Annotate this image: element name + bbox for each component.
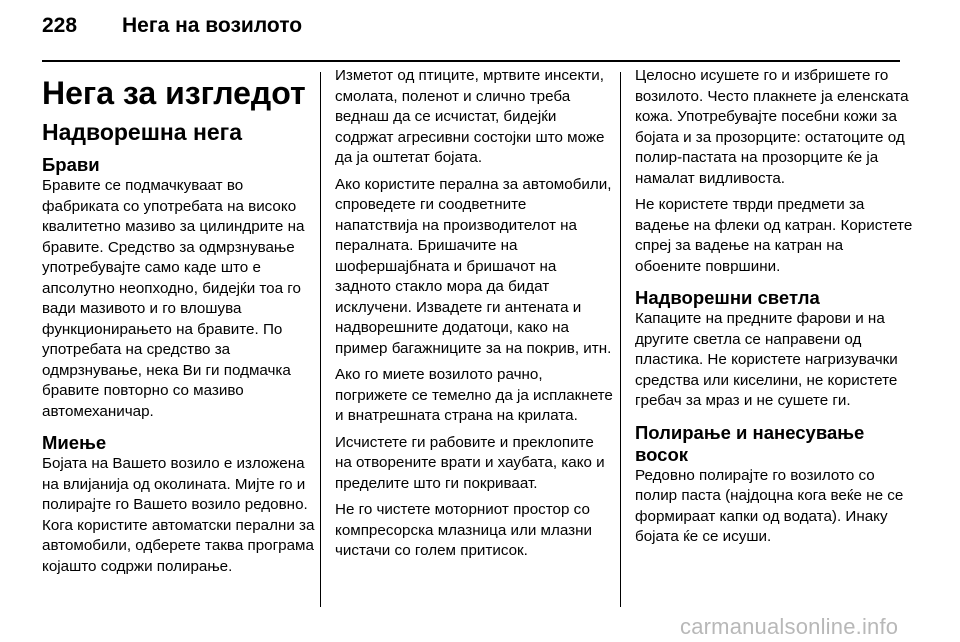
column-3 (635, 66, 913, 554)
paragraph-drying: Целосно исушете го и избришете го возилото. Често плакнете ја еленската кожа. Употребувајте посебни кожи за бојата и за прозорците: остатоците од полир-пастата на прозорците ќе ја намалат видливоста. (635, 67, 909, 187)
page-number: 228 (42, 14, 78, 37)
paragraph-tar: Не користете тврди предмети за вадење на флеки од катран. Користете спреј за вадење на катран на обоените површини. (635, 196, 913, 275)
exterior-lights-heading: Надворешни светла (635, 287, 820, 308)
watermark-text: carmanualsonline.info (680, 614, 899, 639)
column-divider-2 (620, 72, 621, 607)
column-divider-1 (320, 72, 321, 607)
washing-paragraph: Бојата на Вашето возило е изложена на влијанија од околината. Мијте го и полирајте го Вашето возило редовно. Кога користите автоматски перални за автомобили, одберете таква програма којашто содржи полирање. (42, 455, 315, 575)
column-2 (335, 66, 613, 568)
polishing-heading: Полирање и нанесување восок (635, 421, 865, 465)
page-header (42, 14, 302, 42)
exterior-lights-paragraph: Капаците на предните фарови и на другите светла се направени од пластика. Не користете нагризувачки средства или киселини, не користете гребач за мраз и не сушете ги. (635, 310, 898, 409)
section-title: Нега за изгледот (42, 75, 306, 111)
paragraph-hand-wash: Ако го миете возилото рачно, погрижете се темелно да ја исплакнете и внатрешната страна на крилата. (335, 366, 613, 424)
running-title: Нега на возилото (122, 14, 303, 37)
locks-heading: Брави (42, 154, 100, 175)
paragraph-engine-bay: Не го чистете моторниот простор со компресорска млазница или млазни чистачи со голем притисок. (335, 501, 592, 559)
subsection-title: Надворешна нега (42, 119, 243, 145)
polishing-paragraph: Редовно полирајте го возилото со полир паста (најдоцна кога веќе не се формираат капки од водата). Инаку бојата ќе се исуши. (635, 466, 904, 545)
paragraph-car-wash: Ако користите перална за автомобили, спроведете ги соодветните напатствија на производителот на пералната. Бришачите на шофершајбната и бришачот на задното стакло мора да бидат исклучени. Извадете ги антената и надворешните додатоци, како на пример багажниците за на покрив, итн. (335, 175, 612, 357)
paragraph-droppings: Изметот од птиците, мртвите инсекти, смолата, поленот и слично треба веднаш да се исчистат, бидејќи содржат агресивни состојки што може да ја оштетат бојата. (335, 67, 605, 166)
column-1 (42, 66, 320, 583)
washing-heading: Миење (42, 432, 107, 453)
paragraph-door-edges: Исчистете ги рабовите и преклопите на отворените врати и хаубата, како и пределите што ги покриваат. (335, 433, 605, 492)
header-rule (42, 60, 900, 62)
locks-paragraph: Бравите се подмачкуваат во фабриката со употребата на високо квалитетно мазиво за цилиндрите на бравите. Средство за одмрзнување употребувајте само каде што е апсолутно неопходно, бидејќи тоа го вади мазивото и го влошува функционирањето на бравите. По употребата на средство за одмрзнување, нека Ви ги подмачка бравите повторно со мазиво автомеханичар. (42, 177, 305, 420)
